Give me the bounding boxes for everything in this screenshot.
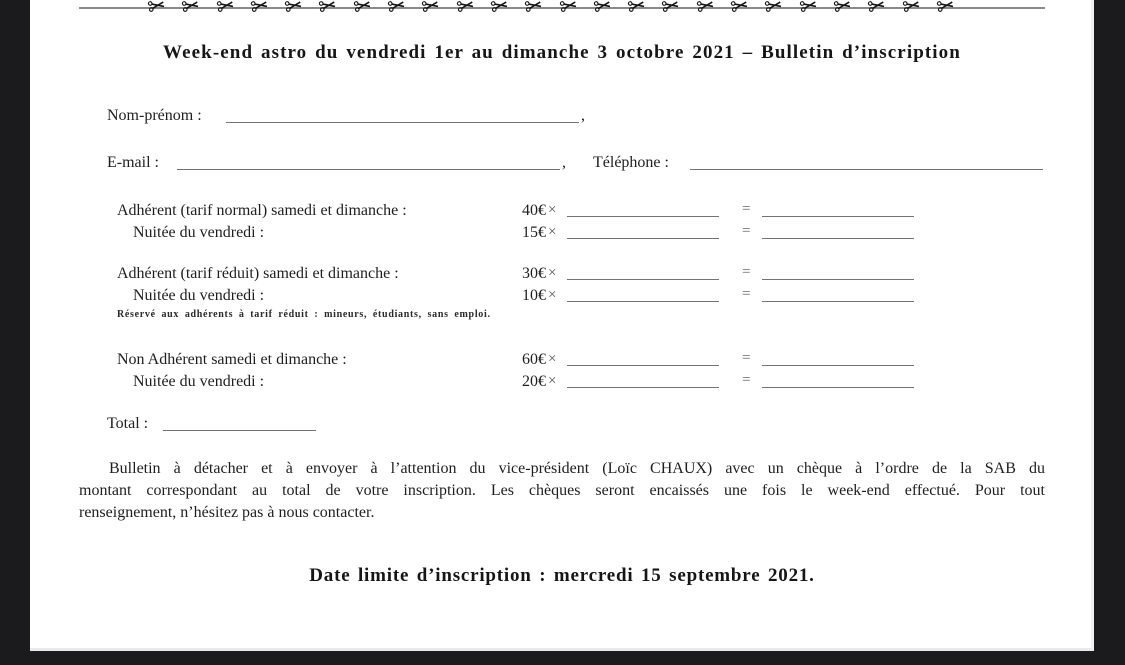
times-symbol: ×: [548, 224, 557, 240]
amount-fill-line: [762, 216, 914, 217]
document-page: [30, 0, 1094, 651]
deadline-text: Date limite d’inscription : mercredi 15 septembre 2021.: [309, 565, 815, 586]
scissors-icon: [593, 0, 612, 14]
reduced-tariff-note: Réservé aux adhérents à tarif réduit : mineurs, étudiants, sans emploi.: [117, 309, 491, 320]
row-price: 20€: [522, 373, 546, 390]
pricing-row-nuitee-1: [117, 223, 967, 243]
scissors-icon: [558, 0, 577, 14]
times-symbol: ×: [548, 351, 557, 367]
email-comma: ,: [562, 154, 566, 171]
times-symbol: ×: [548, 265, 557, 281]
row-label: Adhérent (tarif réduit) samedi et dimanche :: [117, 265, 399, 282]
amount-fill-line: [762, 365, 914, 366]
total-label: Total :: [107, 415, 149, 432]
name-fill-line: [226, 122, 579, 123]
pricing-row-adherent-reduit: [117, 264, 967, 284]
quantity-fill-line: [567, 365, 719, 366]
paragraph-line: renseignement, n’hésitez pas à nous contacter.: [79, 504, 375, 521]
amount-fill-line: [762, 301, 914, 302]
scissors-icon: [215, 0, 234, 14]
scissors-icon: [250, 0, 269, 14]
row-price: 60€: [522, 351, 546, 368]
equals-symbol: =: [742, 372, 751, 388]
amount-fill-line: [762, 238, 914, 239]
scissors-icon: [353, 0, 372, 14]
scissors-icon: [798, 0, 817, 14]
scissors-icon: [455, 0, 474, 14]
phone-label: Téléphone :: [593, 154, 669, 171]
scissors-icon: [284, 0, 303, 14]
phone-fill-line: [690, 169, 1043, 170]
scissors-icon: [318, 0, 337, 14]
scissors-icon: [421, 0, 440, 14]
row-price: 40€: [522, 202, 546, 219]
row-price: 10€: [522, 287, 546, 304]
pricing-row-non-adherent: [117, 350, 967, 370]
equals-symbol: =: [742, 350, 751, 366]
scissors-icon: [181, 0, 200, 14]
scissors-icon: [696, 0, 715, 14]
scissors-icon: [764, 0, 783, 14]
scissors-row: [148, 0, 954, 16]
scissors-icon: [730, 0, 749, 14]
amount-fill-line: [762, 387, 914, 388]
row-label: Adhérent (tarif normal) samedi et dimanche :: [117, 202, 407, 219]
row-price: 30€: [522, 265, 546, 282]
row-label: Nuitée du vendredi :: [133, 373, 265, 390]
scissors-icon: [524, 0, 543, 14]
name-label: Nom-prénom :: [107, 107, 202, 124]
page-title: Week-end astro du vendredi 1er au dimanche 3 octobre 2021 – Bulletin d’inscription: [163, 42, 961, 63]
quantity-fill-line: [567, 301, 719, 302]
email-label: E-mail :: [107, 154, 159, 171]
email-fill-line: [177, 169, 560, 170]
scissors-icon: [490, 0, 509, 14]
row-label: Nuitée du vendredi :: [133, 287, 265, 304]
paragraph-line: montant correspondant au total de votre inscription. Les chèques seront encaissés une fois le week-end effectué. Pour tout: [79, 482, 1045, 499]
quantity-fill-line: [567, 238, 719, 239]
quantity-fill-line: [567, 279, 719, 280]
scissors-icon: [147, 0, 166, 14]
amount-fill-line: [762, 279, 914, 280]
pricing-row-nuitee-3: [117, 372, 967, 392]
scissors-icon: [661, 0, 680, 14]
instructions-paragraph: [79, 458, 1045, 524]
equals-symbol: =: [742, 223, 751, 239]
quantity-fill-line: [567, 216, 719, 217]
paragraph-line: Bulletin à détacher et à envoyer à l’attention du vice-président (Loïc CHAUX) avec un chèque à l’ordre de la SAB du: [109, 460, 1045, 477]
pricing-row-nuitee-2: [117, 286, 967, 306]
scissors-icon: [627, 0, 646, 14]
times-symbol: ×: [548, 287, 557, 303]
scissors-icon: [867, 0, 886, 14]
equals-symbol: =: [742, 286, 751, 302]
pricing-row-adherent-normal: [117, 201, 967, 221]
scissors-icon: [833, 0, 852, 14]
row-label: Nuitée du vendredi :: [133, 224, 265, 241]
name-comma: ,: [581, 107, 585, 124]
equals-symbol: =: [742, 201, 751, 217]
row-price: 15€: [522, 224, 546, 241]
equals-symbol: =: [742, 264, 751, 280]
total-fill-line: [163, 430, 316, 431]
scissors-icon: [936, 0, 955, 14]
row-label: Non Adhérent samedi et dimanche :: [117, 351, 347, 368]
scissors-icon: [901, 0, 920, 14]
times-symbol: ×: [548, 202, 557, 218]
quantity-fill-line: [567, 387, 719, 388]
scissors-icon: [387, 0, 406, 14]
times-symbol: ×: [548, 373, 557, 389]
